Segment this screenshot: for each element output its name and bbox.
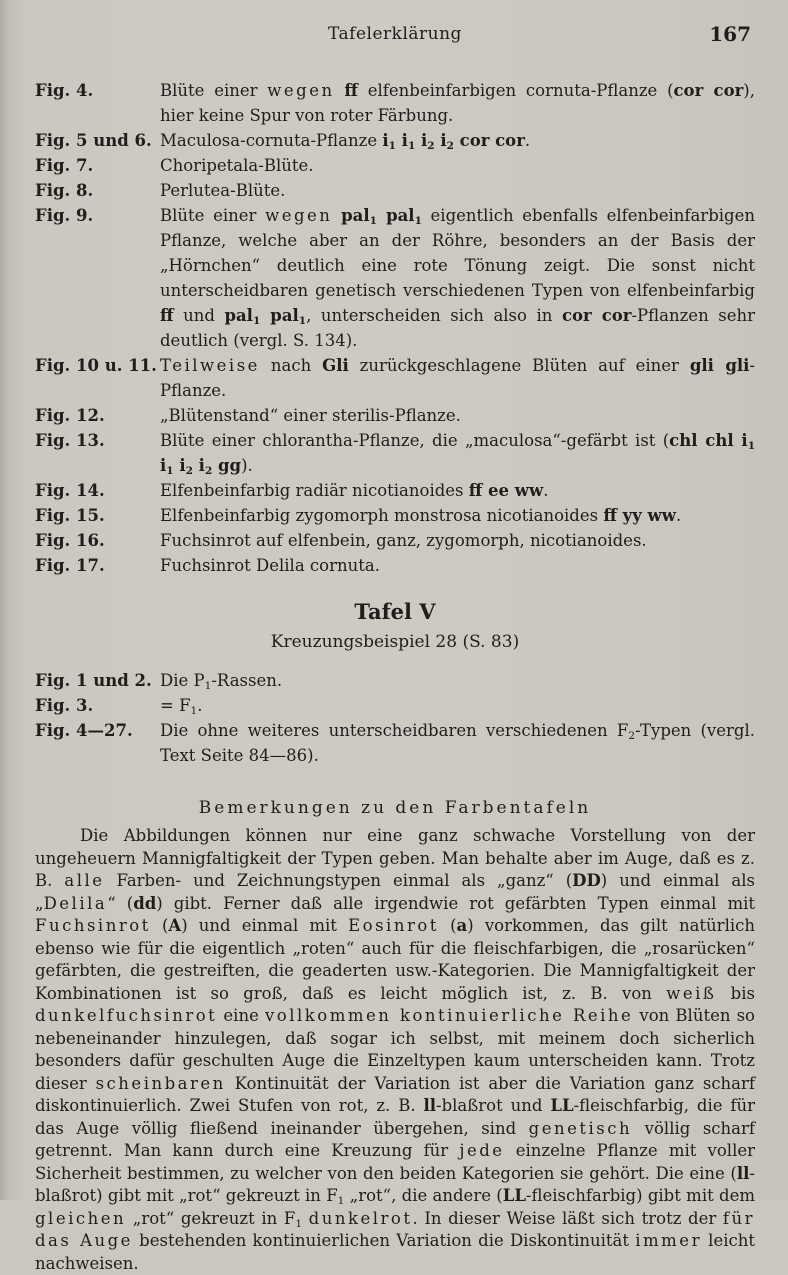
figure-entry bbox=[35, 668, 755, 693]
figure-label: Fig. 5 und 6. bbox=[35, 131, 152, 150]
figure-legend-list bbox=[35, 78, 755, 578]
running-title: Tafelerklärung bbox=[328, 24, 462, 44]
figure-description: Blüte einer wegen ff elfenbeinfarbigen cornuta-Pflanze (cor cor), hier keine Spur von roter Färbung. bbox=[160, 81, 755, 125]
figure-label: Fig. 12. bbox=[35, 406, 105, 425]
figure-description: Fuchsinrot Delila cornuta. bbox=[160, 556, 380, 575]
figure-label: Fig. 15. bbox=[35, 506, 105, 525]
figure-label: Fig. 17. bbox=[35, 556, 105, 575]
figure-label: Fig. 7. bbox=[35, 156, 94, 175]
figure-description: Teilweise nach Gli zurückgeschlagene Blüten auf einer gli gli-Pflanze. bbox=[160, 356, 755, 400]
remarks-heading: Bemerkungen zu den Farbentafeln bbox=[198, 798, 592, 818]
figure-label: Fig. 13. bbox=[35, 431, 105, 450]
figure-description: Elfenbeinfarbig zygomorph monstrosa nicotianoides ff yy ww. bbox=[160, 506, 682, 525]
page-header bbox=[35, 24, 755, 54]
figure-entry bbox=[35, 428, 755, 478]
figure-label: Fig. 3. bbox=[35, 696, 94, 715]
figure-label: Fig. 8. bbox=[35, 181, 94, 200]
figure-entry bbox=[35, 403, 755, 428]
figure-entry bbox=[35, 503, 755, 528]
figure-entry bbox=[35, 203, 755, 353]
tafel-v-figure-list bbox=[35, 668, 755, 768]
figure-description: Die ohne weiteres unterscheidbaren verschiedenen $F_2$-Typen (vergl. Text Seite 84—86). bbox=[160, 721, 755, 765]
figure-entry bbox=[35, 178, 755, 203]
section-title-tafel-v: Tafel V bbox=[354, 599, 436, 624]
figure-label: Fig. 14. bbox=[35, 481, 105, 500]
figure-entry bbox=[35, 693, 755, 718]
figure-label: Fig. 9. bbox=[35, 206, 94, 225]
figure-description: = $F_1$. bbox=[160, 696, 203, 717]
figure-entry bbox=[35, 128, 755, 153]
figure-label: Fig. 4. bbox=[35, 81, 94, 100]
figure-entry bbox=[35, 153, 755, 178]
figure-description: Die $P_1$-Rassen. bbox=[160, 671, 283, 692]
figure-entry bbox=[35, 353, 755, 403]
figure-description: Maculosa-cornuta-Pflanze $i_1$ $i_1$ $i_2$ $i_2$ cor cor. bbox=[160, 131, 531, 152]
figure-description: Fuchsinrot auf elfenbein, ganz, zygomorph, nicotianoides. bbox=[160, 531, 647, 550]
figure-description: „Blütenstand“ einer sterilis-Pflanze. bbox=[160, 406, 461, 425]
figure-description: Elfenbeinfarbig radiär nicotianoides ff ee ww. bbox=[160, 481, 549, 500]
figure-description: Blüte einer wegen pal$_1$ pal$_1$ eigentlich ebenfalls elfenbeinfarbigen Pflanze, welche aber an der Röhre, besonders an der Basis der „Hörnchen“ deutlich eine rote Tönung zeigt. Die sonst nicht unterscheidbaren genetisch verschiedenen Typen von elfenbeinfarbig ff und pal$_1$ pal$_1$, unterscheiden sich also in cor cor-Pflanzen sehr deutlich (vergl. S. 134). bbox=[160, 206, 755, 350]
figure-description: Choripetala-Blüte. bbox=[160, 156, 314, 175]
figure-description: Blüte einer chlorantha-Pflanze, die „maculosa“-gefärbt ist (chl chl $i_1$ $i_1$ $i_2$ $i_2$ gg). bbox=[160, 431, 755, 477]
page-number: 167 bbox=[709, 22, 751, 46]
section-subtitle-kreuzungsbeispiel: Kreuzungsbeispiel 28 (S. 83) bbox=[270, 632, 520, 652]
figure-label: Fig. 4—27. bbox=[35, 721, 133, 740]
figure-entry bbox=[35, 478, 755, 503]
figure-description: Perlutea-Blüte. bbox=[160, 181, 286, 200]
figure-label: Fig. 10 u. 11. bbox=[35, 356, 157, 375]
figure-entry bbox=[35, 553, 755, 578]
figure-entry bbox=[35, 78, 755, 128]
remarks-paragraph: Die Abbildungen können nur eine ganz schwache Vorstellung von der ungeheuern Mannigfaltigkeit der Typen geben. Man behalte aber im Auge, daß es z. B. alle Farben- und Zeichnungstypen einmal als „ganz“ (DD) und einmal als „Delila“ (dd) gibt. Ferner daß alle irgendwie rot gefärbten Typen einmal mit Fuchsinrot (A) und einmal mit Eosinrot (a) vorkommen, das gilt natürlich ebenso wie für die eigentlich „roten“ auch für die fleischfarbigen, die „rosarücken“ gefärbten, die gestreiften, die geaderten usw.-Kategorien. Die Mannigfaltigkeit der Kombinationen ist so groß, daß es leicht möglich ist, z. B. von weiß bis dunkelfuchsinrot eine vollkommen kontinuierliche Reihe von Blüten so nebeneinander hinzulegen, daß sogar ich selbst, mit meinem doch sicherlich besonders dafür geschulten Auge die Einzeltypen kaum unterscheiden kann. Trotz dieser scheinbaren Kontinuität der Variation ist aber die Variation ganz scharf diskontinuierlich. Zwei Stufen von rot, z. B. ll-blaßrot und LL-fleischfarbig, die für das Auge völlig fließend ineinander übergehen, sind genetisch völlig scharf getrennt. Man kann durch eine Kreuzung für jede einzelne Pflanze mit voller Sicherheit bestimmen, zu welcher von den beiden Kategorien sie gehört. Die eine (ll-blaßrot) gibt mit „rot“ gekreuzt in $F_1$ „rot“, die andere (LL-fleischfarbig) gibt mit dem gleichen „rot“ gekreuzt in $F_1$ dunkelrot. In dieser Weise läßt sich trotz der für das Auge bestehenden kontinuierlichen Variation die Diskontinuität immer leicht nachweisen. bbox=[35, 826, 756, 1273]
figure-entry bbox=[35, 528, 755, 553]
figure-entry bbox=[35, 718, 755, 768]
figure-label: Fig. 16. bbox=[35, 531, 105, 550]
figure-label: Fig. 1 und 2. bbox=[35, 671, 152, 690]
